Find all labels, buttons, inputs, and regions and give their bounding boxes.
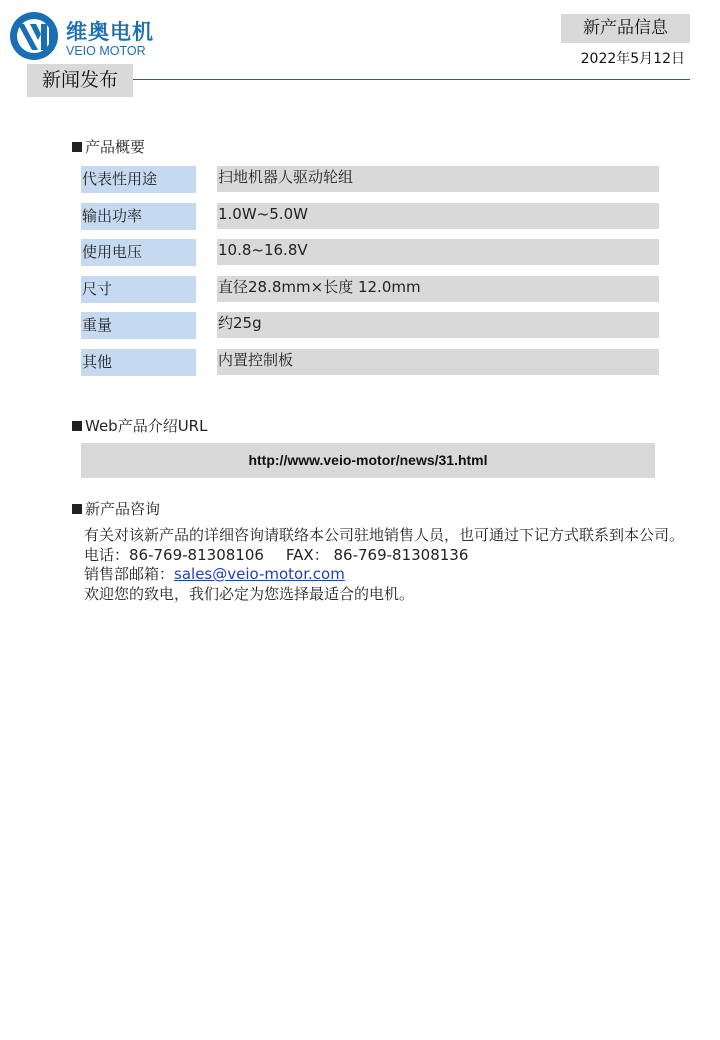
email-label: 销售部邮箱： <box>84 565 175 583</box>
inquiry-closing: 欢迎您的致电，我们必定为您选择最适合的电机。 <box>84 584 415 603</box>
spec-label: 使用电压 <box>81 239 196 266</box>
product-url[interactable]: http://www.veio-motor/news/31.html <box>81 443 655 478</box>
spec-value: 直径28.8mm×长度 12.0mm <box>217 276 659 302</box>
sales-email-link[interactable]: sales@veio-motor.com <box>174 565 345 583</box>
square-bullet-icon <box>72 421 82 431</box>
section-title: 新闻发布 <box>27 64 133 97</box>
spec-label: 其他 <box>81 349 196 376</box>
spec-label: 尺寸 <box>81 276 196 303</box>
phone-label: 电话： <box>84 545 130 564</box>
inquiry-text-block <box>84 526 684 604</box>
brand-name-en: VEIO MOTOR <box>66 44 146 58</box>
overview-heading <box>72 136 145 157</box>
web-heading <box>72 415 207 436</box>
spec-row <box>81 312 659 349</box>
spec-row <box>81 203 659 240</box>
company-logo <box>8 10 168 62</box>
email-line <box>84 565 684 585</box>
veio-logo-icon <box>8 10 60 62</box>
spec-value: 10.8~16.8V <box>217 239 659 265</box>
square-bullet-icon <box>72 142 82 152</box>
spec-label: 重量 <box>81 312 196 339</box>
brand-name-cn: 维奥电机 <box>66 20 154 44</box>
spec-label: 输出功率 <box>81 203 196 230</box>
inquiry-heading-text: 新产品咨询 <box>85 500 161 518</box>
spec-label: 代表性用途 <box>81 166 196 193</box>
spec-value: 1.0W~5.0W <box>217 203 659 229</box>
inquiry-intro: 有关对该新产品的详细咨询请联络本公司驻地销售人员，也可通过下记方式联系到本公司。 <box>84 526 685 544</box>
header-divider <box>133 79 690 80</box>
spec-row <box>81 239 659 276</box>
fax-number: 86-769-81308136 <box>333 545 469 564</box>
inquiry-heading <box>72 498 160 519</box>
spec-value: 内置控制板 <box>217 349 659 375</box>
document-type-label: 新产品信息 <box>561 14 690 43</box>
fax-label: FAX： <box>285 545 329 564</box>
spec-row <box>81 276 659 313</box>
contact-line <box>84 546 684 566</box>
spec-row <box>81 349 659 386</box>
spec-row <box>81 166 659 203</box>
web-heading-text: Web产品介绍URL <box>85 417 208 435</box>
spec-value: 扫地机器人驱动轮组 <box>217 166 659 192</box>
spec-value: 约25g <box>217 312 659 338</box>
square-bullet-icon <box>72 504 82 514</box>
spec-table <box>81 166 659 386</box>
phone-number: 86-769-81308106 <box>129 545 264 564</box>
document-date: 2022年5月12日 <box>580 51 685 67</box>
overview-heading-text: 产品概要 <box>85 138 146 156</box>
